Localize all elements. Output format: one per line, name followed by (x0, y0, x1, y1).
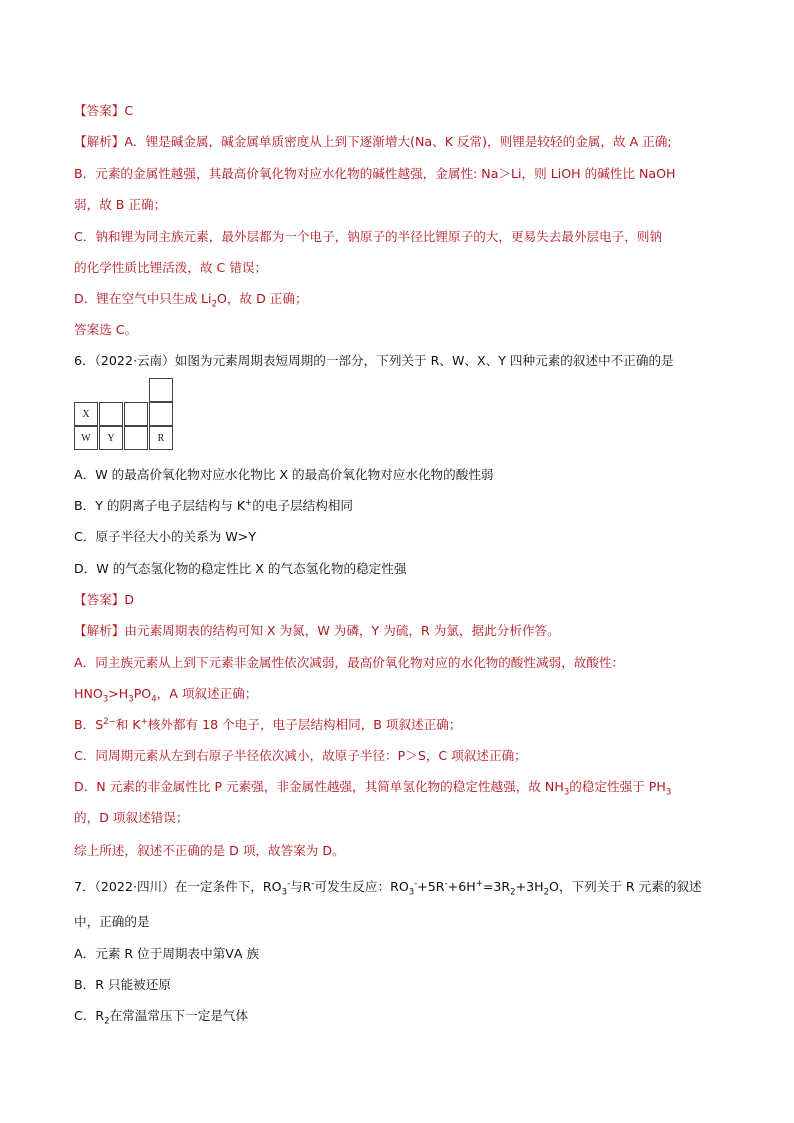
table-cell-empty (149, 402, 173, 426)
option-c: C．原子半径大小的关系为 W>Y (74, 529, 257, 544)
answer-tag: 【答案】 (74, 103, 125, 118)
option-b: B．R 只能被还原 (74, 977, 171, 992)
answer-line-6 (74, 591, 134, 609)
explanation-line: D．N 元素的非金属性比 P 元素强，非金属性越强，其简单氢化物的稳定性越强，故 $NH_3$的稳定性强于 $PH_3$ (74, 779, 672, 798)
explanation-line: C．同周期元素从左到右原子半径依次减小，故原子半径：P＞S，C 项叙述正确； (74, 748, 527, 763)
question-stem-7-cont: 中，正确的是 (74, 914, 150, 929)
table-cell-empty (99, 402, 123, 426)
explanation-line: 的化学性质比锂活泼，故 C 错误； (74, 260, 268, 275)
explanation-line: C．钠和锂为同主族元素，最外层都为一个电子，钠原子的半径比锂原子的大，更易失去最外层电子，则钠 (74, 229, 663, 244)
explanation-text: A．锂是碱金属，碱金属单质密度从上到下逐渐增大(Na、K 反常)，则锂是较轻的金属，故 A 正确; (124, 134, 672, 149)
answer-value: C (124, 103, 134, 118)
explanation-tag: 【解析】 (74, 134, 125, 149)
explanation-line: 综上所述，叙述不正确的是 D 项，故答案为 D。 (74, 843, 345, 858)
answer-value: D (124, 592, 135, 607)
table-cell-empty (124, 402, 148, 426)
explanation-tag: 【解析】 (74, 623, 125, 638)
answer-tag: 【答案】 (74, 592, 125, 607)
table-cell-empty (149, 378, 173, 402)
question-stem-6: 6．（2022·云南）如图为元素周期表短周期的一部分，下列关于 R、W、X、Y 四种元素的叙述中不正确的是 (74, 353, 674, 368)
explanation-line (74, 133, 672, 151)
explanation-line: B．$S^{2-}$和 K+核外都有 18 个电子，电子层结构相同，B 项叙述正确； (74, 716, 462, 732)
explanation-line: $HNO_3>H_3PO_4$，A 项叙述正确； (74, 686, 258, 705)
option-d: D．W 的气态氢化物的稳定性比 X 的气态氢化物的稳定性强 (74, 561, 407, 576)
answer-line-5 (74, 102, 133, 120)
option-b: B．Y 的阴离子电子层结构与 K+的电子层结构相同 (74, 497, 354, 513)
table-cell-empty (124, 426, 148, 450)
explanation-line: 答案选 C。 (74, 322, 138, 337)
explanation-line: D．锂在空气中只生成 $Li_2O$，故 D 正确； (74, 291, 308, 310)
explanation-line: A．同主族元素从上到下元素非金属性依次减弱，最高价氧化物对应的水化物的酸性减弱，故酸性： (74, 655, 625, 670)
table-cell-x: X (74, 402, 98, 426)
periodic-table-fragment (74, 378, 176, 450)
option-a: A．W 的最高价氧化物对应水化物比 X 的最高价氧化物对应水化物的酸性弱 (74, 467, 494, 482)
option-a: A．元素 R 位于周期表中第ⅤA 族 (74, 946, 260, 961)
explanation-line: 弱，故 B 正确； (74, 197, 167, 212)
explanation-line (74, 622, 560, 640)
table-cell-y: Y (99, 426, 123, 450)
question-stem-7: 7．（2022·四川）在一定条件下，$RO_3^-$与R-可发生反应：$RO_3^-+5R^-+6H^+=3R_2+3H_2O$，下列关于 R 元素的叙述 (74, 878, 702, 898)
explanation-line: B．元素的金属性越强，其最高价氧化物对应水化物的碱性越强，金属性: Na＞Li，则 LiOH 的碱性比 NaOH (74, 166, 676, 181)
table-cell-w: W (74, 426, 98, 450)
table-cell-r: R (149, 426, 173, 450)
explanation-text: 由元素周期表的结构可知 X 为氮，W 为磷，Y 为硫，R 为氯，据此分析作答。 (124, 623, 560, 638)
option-c: C．$R_2$在常温常压下一定是气体 (74, 1008, 249, 1027)
explanation-line: 的，D 项叙述错误； (74, 810, 189, 825)
